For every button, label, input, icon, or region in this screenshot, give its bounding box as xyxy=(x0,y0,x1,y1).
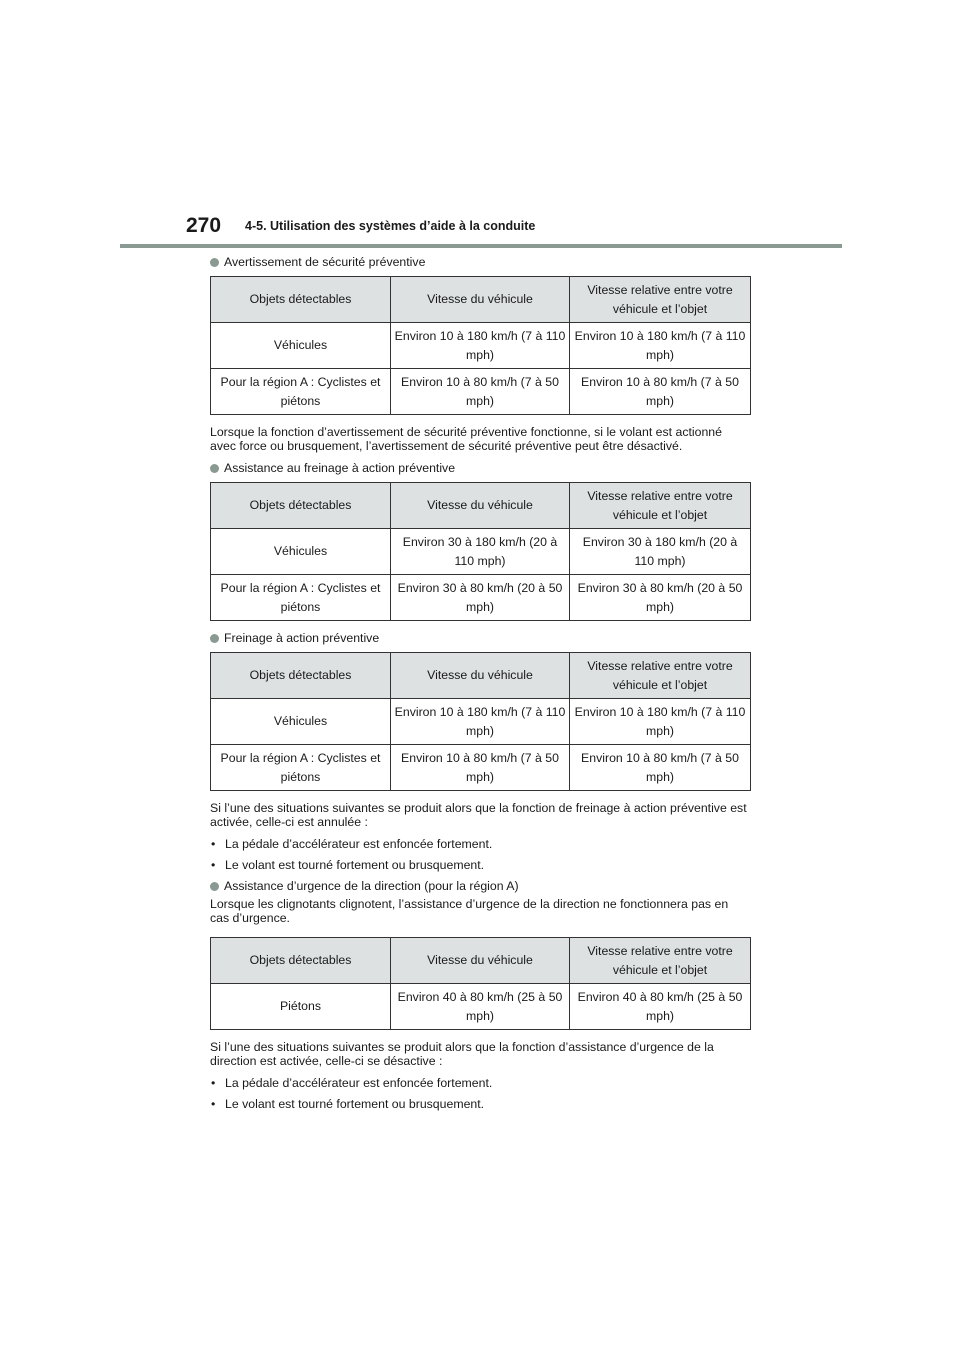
header-cell: Objets détectables xyxy=(211,277,391,323)
table-cell: Environ 30 à 180 km/h (20 à 110 mph) xyxy=(570,529,751,575)
header-cell: Vitesse du véhicule xyxy=(391,483,570,529)
spec-table xyxy=(210,276,751,415)
page-content xyxy=(210,255,750,1118)
section-heading-text: Assistance au freinage à action préventive xyxy=(224,461,456,475)
list-item-text: Le volant est tourné fortement ou brusquement. xyxy=(225,858,485,872)
table-row xyxy=(211,323,751,369)
section-heading-text: Freinage à action préventive xyxy=(224,631,380,645)
paragraph: Lorsque la fonction d’avertissement de sécurité préventive fonctionne, si le volant est actionné avec force ou brusquement, l’avertissement de sécurité préventive peut être désactivé. xyxy=(210,425,722,453)
section-title: 4-5. Utilisation des systèmes d’aide à la conduite xyxy=(245,219,536,233)
table-cell: Environ 40 à 80 km/h (25 à 50 mph) xyxy=(570,984,751,1030)
table-header-row xyxy=(211,653,751,699)
table-cell: Environ 10 à 80 km/h (7 à 50 mph) xyxy=(570,369,751,415)
spec-table xyxy=(210,652,751,791)
list-bullet: • xyxy=(211,1097,216,1111)
table-cell: Pour la région A : Cyclistes et piétons xyxy=(211,369,391,415)
paragraph: Si l’une des situations suivantes se produit alors que la fonction de freinage à action préventive est activée, celle-ci est annulée : xyxy=(210,801,747,829)
header-cell: Vitesse relative entre votre véhicule et l’objet xyxy=(570,277,751,323)
table-cell: Environ 30 à 80 km/h (20 à 50 mph) xyxy=(391,575,570,621)
paragraph: Si l’une des situations suivantes se produit alors que la fonction d’assistance d’urgence de la direction est activée, celle-ci se désactive : xyxy=(210,1040,714,1068)
header-cell: Vitesse relative entre votre véhicule et l’objet xyxy=(570,653,751,699)
bullet-dot-icon xyxy=(210,634,219,643)
table-header-row xyxy=(211,277,751,323)
list-item xyxy=(210,1076,750,1090)
header-cell: Vitesse relative entre votre véhicule et l’objet xyxy=(570,483,751,529)
table-cell: Environ 10 à 180 km/h (7 à 110 mph) xyxy=(570,699,751,745)
list-item xyxy=(210,1097,750,1111)
table-cell: Environ 10 à 80 km/h (7 à 50 mph) xyxy=(391,745,570,791)
list-item-text: La pédale d’accélérateur est enfoncée fortement. xyxy=(225,1076,493,1090)
header-cell: Objets détectables xyxy=(211,483,391,529)
table-row xyxy=(211,984,751,1030)
section-heading xyxy=(210,879,750,893)
table-header-row xyxy=(211,483,751,529)
section-heading-text: Avertissement de sécurité préventive xyxy=(224,255,426,269)
header-cell: Vitesse du véhicule xyxy=(391,653,570,699)
table-row xyxy=(211,575,751,621)
spec-table xyxy=(210,482,751,621)
table-cell: Environ 10 à 180 km/h (7 à 110 mph) xyxy=(391,323,570,369)
table-row xyxy=(211,699,751,745)
table-cell: Environ 30 à 180 km/h (20 à 110 mph) xyxy=(391,529,570,575)
list-item-text: La pédale d’accélérateur est enfoncée fortement. xyxy=(225,837,493,851)
list-bullet: • xyxy=(211,837,216,851)
table-cell: Environ 40 à 80 km/h (25 à 50 mph) xyxy=(391,984,570,1030)
table-cell: Véhicules xyxy=(211,699,391,745)
table-cell: Environ 10 à 180 km/h (7 à 110 mph) xyxy=(391,699,570,745)
table-cell: Pour la région A : Cyclistes et piétons xyxy=(211,745,391,791)
list-item xyxy=(210,837,750,851)
table-cell: Véhicules xyxy=(211,529,391,575)
paragraph: Lorsque les clignotants clignotent, l’assistance d’urgence de la direction ne fonctionnera pas en cas d’urgence. xyxy=(210,897,729,925)
bullet-dot-icon xyxy=(210,882,219,891)
header-cell: Vitesse du véhicule xyxy=(391,938,570,984)
spec-table xyxy=(210,937,751,1030)
table-row xyxy=(211,369,751,415)
list-bullet: • xyxy=(211,858,216,872)
header-divider xyxy=(120,244,842,248)
table-cell: Environ 10 à 80 km/h (7 à 50 mph) xyxy=(570,745,751,791)
table-header-row xyxy=(211,938,751,984)
table-row xyxy=(211,529,751,575)
header-cell: Objets détectables xyxy=(211,653,391,699)
header-cell: Vitesse relative entre votre véhicule et l’objet xyxy=(570,938,751,984)
header-cell: Objets détectables xyxy=(211,938,391,984)
list-item xyxy=(210,858,750,872)
page-number: 270 xyxy=(186,214,222,237)
section-heading xyxy=(210,461,750,475)
table-row xyxy=(211,745,751,791)
section-heading-text: Assistance d’urgence de la direction (pour la région A) xyxy=(224,879,519,893)
table-cell: Véhicules xyxy=(211,323,391,369)
bullet-dot-icon xyxy=(210,464,219,473)
header-cell: Vitesse du véhicule xyxy=(391,277,570,323)
list-item-text: Le volant est tourné fortement ou brusquement. xyxy=(225,1097,485,1111)
section-heading xyxy=(210,255,750,269)
list-bullet: • xyxy=(211,1076,216,1090)
table-cell: Environ 30 à 80 km/h (20 à 50 mph) xyxy=(570,575,751,621)
table-cell: Environ 10 à 80 km/h (7 à 50 mph) xyxy=(391,369,570,415)
table-cell: Piétons xyxy=(211,984,391,1030)
table-cell: Environ 10 à 180 km/h (7 à 110 mph) xyxy=(570,323,751,369)
bullet-dot-icon xyxy=(210,258,219,267)
section-heading xyxy=(210,631,750,645)
table-cell: Pour la région A : Cyclistes et piétons xyxy=(211,575,391,621)
